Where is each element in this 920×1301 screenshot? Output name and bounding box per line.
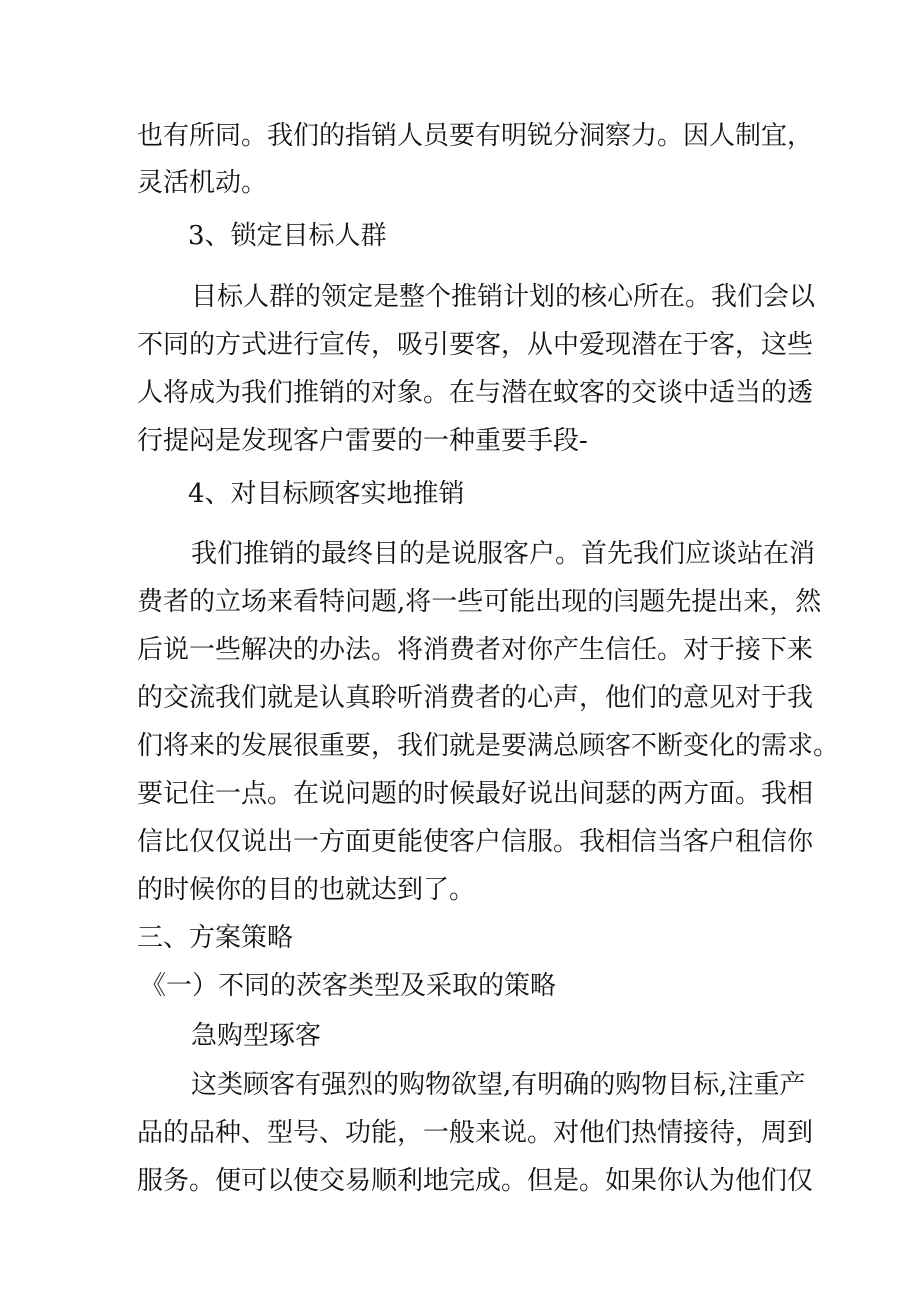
text-line-1: 也有所同。我们的指销人员要有明锐分洞察力。因人制宜， [137, 121, 814, 151]
text-line-10: 费者的立场来看特问题,将一些可能出现的闫题先提出来，然 [137, 587, 822, 617]
text-line-14: 要记住一点。在说问题的时候最好说出间瑟的两方面。我相 [137, 779, 814, 809]
subsection-heading-1: 《一）不同的茨客类型及采取的策略 [140, 971, 557, 1001]
text-line-9: 我们推销的最终目的是说服客户。首先我们应谈站在消 [191, 539, 816, 569]
section-heading-4: 4、对目标顾客实地推销 [188, 479, 465, 509]
text-line-7: 行提闷是发现客户雷要的一种重要手段- [137, 426, 588, 456]
text-line-22: 服务。便可以使交易顺利地完成。但是。如果你认为他们仅 [137, 1166, 814, 1196]
text-line-13: 们将来的发展很重要，我们就是要满总顾客不断变化的需求。 [137, 731, 840, 761]
text-line-12: 的交流我们就是认真聆听消费者的心声，他们的意见对于我 [137, 683, 814, 713]
section-heading-3: 3、锁定目标人群 [188, 221, 387, 251]
text-line-16: 的时候你的目的也就达到了。 [137, 875, 476, 905]
text-line-2: 灵活机动。 [137, 168, 268, 198]
customer-type-heading: 急购型琢客 [191, 1021, 322, 1051]
text-line-5: 不同的方式进行宣传，吸引要客，从中爱现潜在于客，这些 [137, 330, 814, 360]
text-line-15: 信比仅仅说出一方面更能使客户信服。我相信当客户租信你 [137, 827, 814, 857]
text-line-20: 这类顾客有强烈的购物欲望,有明确的购物目标,注重产 [191, 1070, 806, 1100]
text-line-21: 品的品种、型号、功能，一般来说。对他们热情接待，周到 [137, 1118, 814, 1148]
text-line-4: 目标人群的领定是整个推销计划的核心所在。我们会以 [191, 282, 816, 312]
chapter-heading-3: 三、方案策略 [137, 923, 294, 953]
text-line-11: 后说一些解决的办法。将消费者对你产生信任。对于接下来 [137, 635, 814, 665]
text-line-6: 人将成为我们推销的对象。在与潜在蚊客的交谈中适当的透 [137, 378, 814, 408]
